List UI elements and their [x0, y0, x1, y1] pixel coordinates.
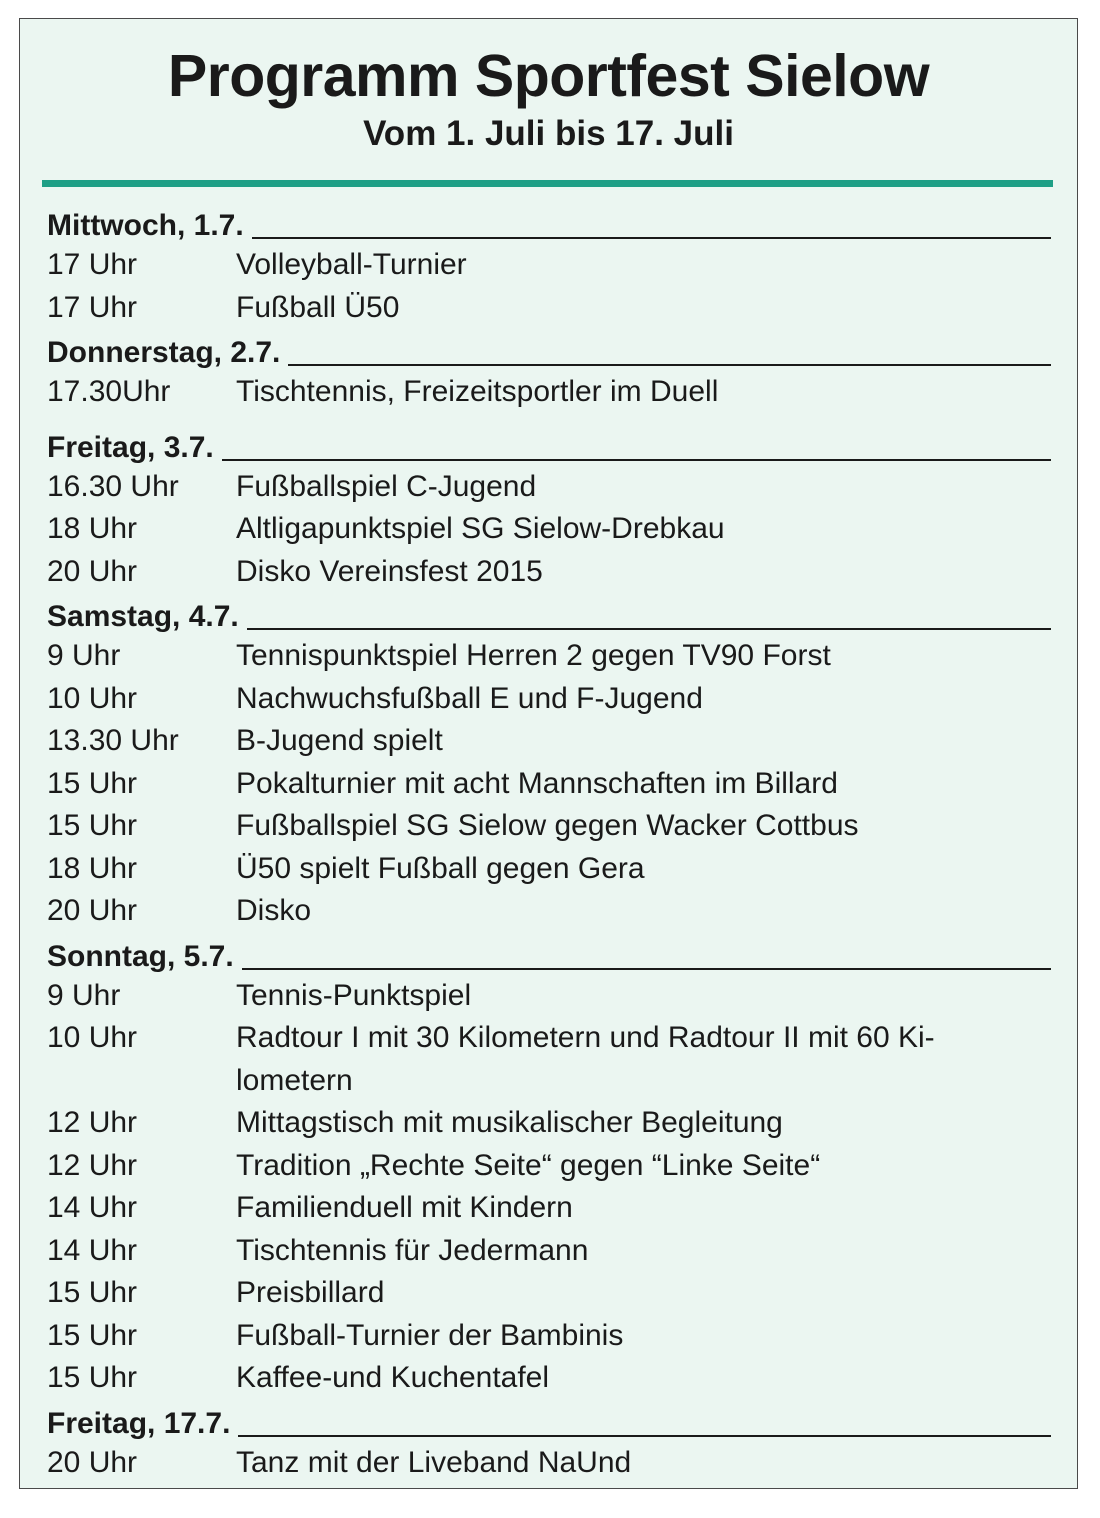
title-divider	[42, 180, 1053, 187]
event-row	[47, 890, 1051, 933]
day-rule	[222, 459, 1051, 461]
event-time: 18 Uhr	[47, 512, 138, 545]
event-title: Tischtennis für Jedermann	[236, 1233, 589, 1267]
day-rule	[252, 237, 1051, 239]
event-time: 14 Uhr	[47, 1191, 138, 1224]
day-label: Mittwoch, 1.7.	[47, 209, 244, 242]
day-label: Donnerstag, 2.7.	[47, 336, 281, 369]
event-row	[47, 508, 1051, 551]
event-title: Kaffee-und Kuchentafel	[236, 1361, 550, 1394]
event-time: 9 Uhr	[47, 978, 121, 1012]
event-time: 10 Uhr	[47, 1021, 138, 1054]
event-title: Nachwuchsfußball E und F-Jugend	[236, 681, 703, 715]
event-title: B-Jugend spielt	[236, 724, 443, 757]
event-title: Radtour I mit 30 Kilometern und Radtour II mit 60 Ki-lometern	[236, 1021, 935, 1097]
event-title: Pokalturnier mit acht Mannschaften im Billard	[236, 766, 838, 800]
day-heading	[47, 593, 1051, 635]
event-time: 20 Uhr	[47, 554, 138, 588]
page-subtitle: Vom 1. Juli bis 17. Juli	[363, 114, 734, 153]
event-title: Ü50 spielt Fußball gegen Gera	[236, 851, 645, 885]
event-title: Tennispunktspiel Herren 2 gegen TV90 Forst	[236, 639, 831, 672]
day-heading	[47, 202, 1051, 244]
day-label: Freitag, 17.7.	[47, 1406, 231, 1440]
event-title: Mittagstisch mit musikalischer Begleitung	[236, 1106, 783, 1139]
event-row	[47, 244, 1051, 287]
event-title: Fußballspiel C-Jugend	[236, 469, 537, 503]
event-time: 18 Uhr	[47, 851, 138, 885]
event-row	[47, 1102, 1051, 1145]
event-time: 17 Uhr	[47, 248, 138, 281]
event-title: Disko	[236, 894, 312, 927]
day-rule	[242, 968, 1051, 970]
event-time: 12 Uhr	[47, 1106, 138, 1139]
event-row	[47, 1357, 1051, 1400]
day-heading	[47, 424, 1051, 466]
event-row	[47, 848, 1051, 891]
day-heading	[47, 933, 1051, 975]
day-label: Samstag, 4.7.	[47, 600, 239, 633]
event-title: Volleyball-Turnier	[236, 248, 467, 281]
event-row	[47, 1442, 1051, 1485]
event-row	[47, 1315, 1051, 1358]
event-row	[47, 763, 1051, 806]
event-row	[47, 1230, 1051, 1273]
event-row	[47, 551, 1051, 594]
event-time: 9 Uhr	[47, 639, 121, 672]
program-box	[19, 18, 1078, 1489]
day-heading	[47, 1400, 1051, 1442]
event-row	[47, 720, 1051, 763]
event-title: Tischtennis, Freizeitsportler im Duell	[236, 375, 719, 408]
event-row	[47, 805, 1051, 848]
event-row	[47, 1017, 1051, 1102]
event-title: Fußball Ü50	[236, 290, 400, 324]
day-rule	[288, 364, 1051, 366]
event-time: 15 Uhr	[47, 1318, 138, 1352]
event-title: Tradition „Rechte Seite“ gegen “Linke Seite“	[236, 1148, 821, 1182]
day-label: Freitag, 3.7.	[47, 430, 214, 464]
event-time: 16.30 Uhr	[47, 469, 179, 503]
event-title: Preisbillard	[236, 1276, 385, 1309]
event-time: 15 Uhr	[47, 1276, 138, 1309]
event-title: Tanz mit der Liveband NaUnd	[236, 1445, 632, 1479]
event-time: 13.30 Uhr	[47, 724, 179, 757]
event-time: 10 Uhr	[47, 681, 138, 715]
event-row	[47, 371, 1051, 414]
day-heading	[47, 329, 1051, 371]
day-rule	[247, 628, 1051, 630]
event-time: 20 Uhr	[47, 1445, 138, 1479]
event-title: Familienduell mit Kindern	[236, 1191, 573, 1224]
event-title: Fußball-Turnier der Bambinis	[236, 1318, 624, 1352]
event-row	[47, 678, 1051, 721]
event-title: Fußballspiel SG Sielow gegen Wacker Cottbus	[236, 809, 859, 842]
event-title: Disko Vereinsfest 2015	[236, 554, 543, 588]
event-row	[47, 635, 1051, 678]
day-label: Sonntag, 5.7.	[47, 939, 234, 973]
event-time: 15 Uhr	[47, 766, 138, 800]
schedule	[47, 202, 1051, 1484]
event-title: Tennis-Punktspiel	[236, 978, 472, 1012]
page-title: Programm Sportfest Sielow	[167, 43, 930, 109]
event-time: 17.30Uhr	[47, 375, 171, 408]
event-title: Altligapunktspiel SG Sielow-Drebkau	[236, 512, 725, 545]
event-time: 15 Uhr	[47, 1361, 138, 1394]
event-row	[47, 1145, 1051, 1188]
event-time: 15 Uhr	[47, 809, 138, 842]
event-time: 17 Uhr	[47, 290, 138, 324]
day-rule	[238, 1435, 1051, 1437]
event-row	[47, 1272, 1051, 1315]
event-time: 20 Uhr	[47, 894, 138, 927]
event-row	[47, 975, 1051, 1018]
event-row	[47, 287, 1051, 330]
event-time: 14 Uhr	[47, 1233, 138, 1267]
event-row	[47, 1187, 1051, 1230]
event-time: 12 Uhr	[47, 1148, 138, 1182]
event-row	[47, 466, 1051, 509]
